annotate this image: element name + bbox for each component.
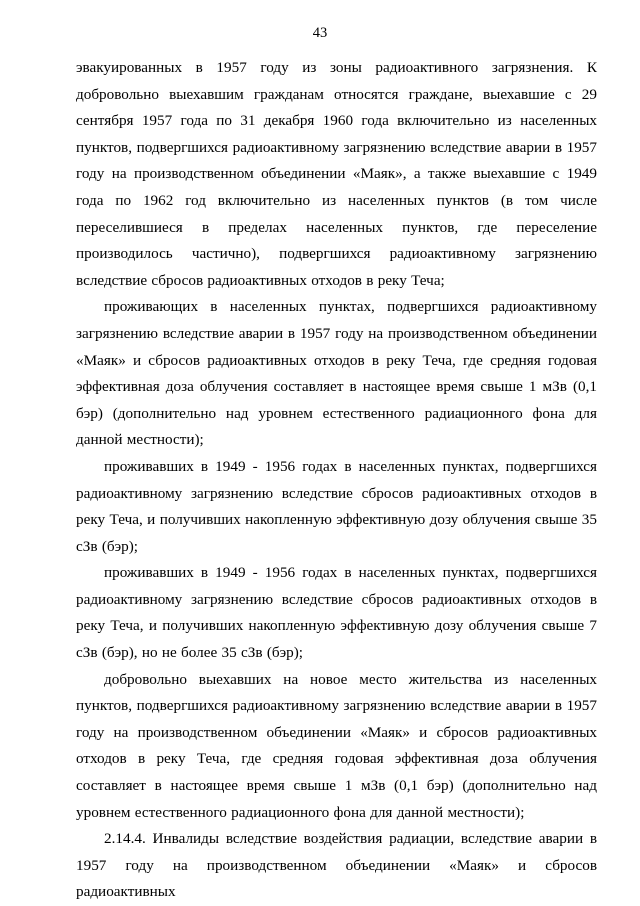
page-number: 43 [312,25,328,41]
paragraph-section-2-14-4: 2.14.4. Инвалиды вследствие воздействия радиации, вследствие аварии в 1957 году на производственном объединении «Маяк» и сбросов радиоактивных [76,830,597,901]
body-text [76,55,597,906]
paragraph-residing: проживающих в населенных пунктах, подвергшихся радиоактивному загрязнению вследствие аварии в 1957 году на производственном объединении «Маяк» и сбросов радиоактивных отходов в реку Теча, где средняя годовая эффективная доза облучения составляет в настоящее время свыше 1 мЗв (0,1 бэр) (дополнительно над уровнем естественного радиационного фона для данной местности); [76,298,597,449]
paragraph-voluntarily-left: добровольно выехавших на новое место жительства из населенных пунктов, подвергшихся радиоактивному загрязнению вследствие аварии в 1957 году на производственном объединении «Маяк» и сбросов радиоактивных отходов в реку Теча, где средняя годовая эффективная доза облучения составляет в настоящее время свыше 1 мЗв (0,1 бэр) (дополнительно над уровнем естественного радиационного фона для данной местности); [76,670,597,821]
paragraph-resided-over-35: проживавших в 1949 - 1956 годах в населенных пунктах, подвергшихся радиоактивному загрязнению вследствие сбросов радиоактивных отходов в реку Теча, и получивших накопленную эффективную дозу облучения свыше 35 сЗв (бэр); [76,457,597,555]
paragraph-resided-7-to-35: проживавших в 1949 - 1956 годах в населенных пунктах, подвергшихся радиоактивному загрязнению вследствие сбросов радиоактивных отходов в реку Теча, и получивших накопленную эффективную дозу облучения свыше 7 сЗв (бэр), но не более 35 сЗв (бэр); [76,564,597,662]
paragraph-continuation: эвакуированных в 1957 году из зоны радиоактивного загрязнения. К добровольно выехавшим гражданам относятся граждане, выехавшие с 29 сентября 1957 года по 31 декабря 1960 года включительно из населенных пунктов, подвергшихся радиоактивному загрязнению вследствие аварии в 1957 году на производственном объединении «Маяк», а также выехавшие с 1949 года по 1962 год включительно из населенных пунктов (в том числе переселившиеся в пределах населенных пунктов, где переселение производилось частично), подвергшихся радиоактивному загрязнению вследствие сбросов радиоактивных отходов в реку Теча; [76,59,597,289]
